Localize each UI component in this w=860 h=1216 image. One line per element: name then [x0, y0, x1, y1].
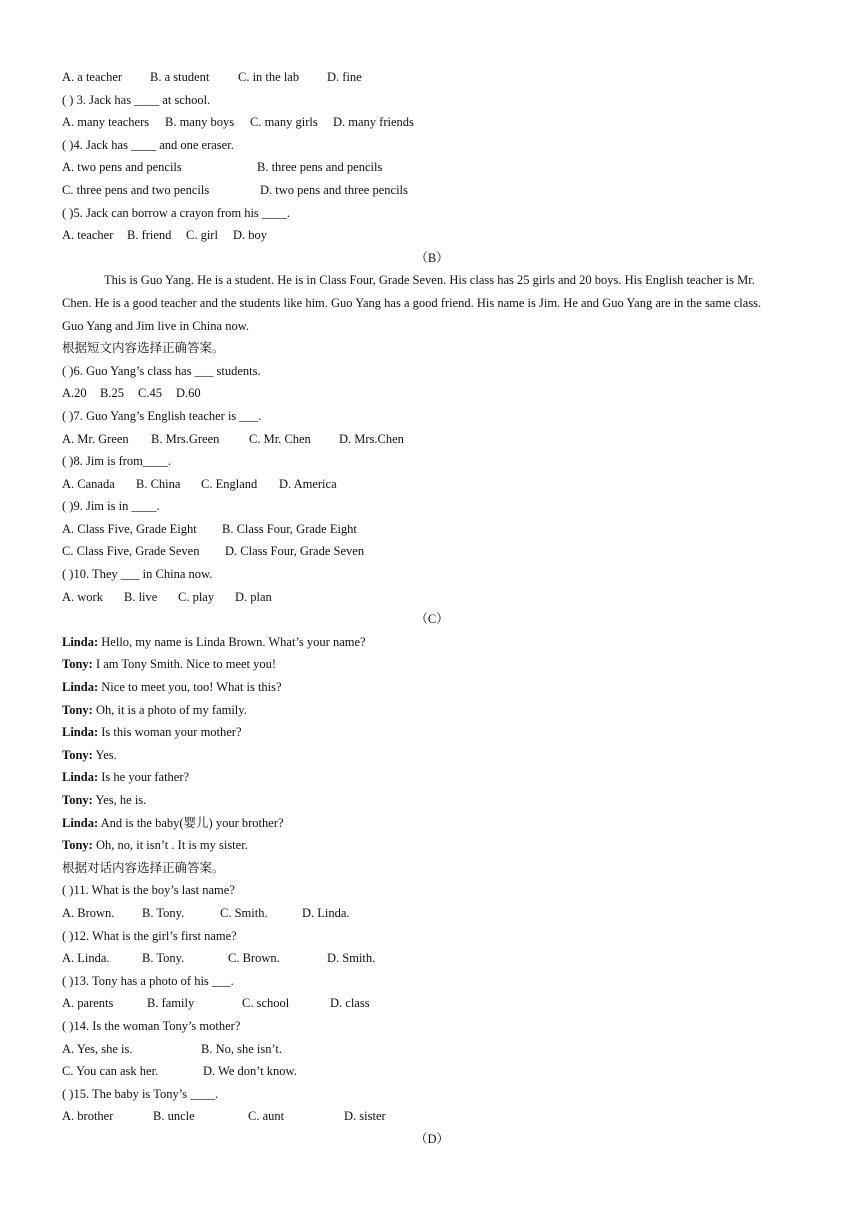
dialogue-line — [62, 721, 802, 744]
q9-options-row1 — [62, 518, 802, 541]
section-heading-b: （B） — [415, 250, 449, 265]
dialogue-line — [62, 631, 802, 654]
passage-line: Chen. He is a good teacher and the students like him. Guo Yang has a good friend. His name is Jim. He and Guo Yang are in the same class. — [62, 295, 762, 310]
dialogue-line — [62, 789, 802, 812]
q5-options — [62, 224, 802, 247]
utterance: Is he your father? — [98, 770, 190, 785]
question-11: ( )11. What is the boy’s last name? — [62, 883, 235, 898]
speaker: Tony: — [62, 838, 93, 853]
speaker: Tony: — [62, 793, 93, 807]
question-14: ( )14. Is the woman Tony’s mother? — [62, 1018, 241, 1033]
question-7: ( )7. Guo Yang’s English teacher is ___. — [62, 408, 262, 423]
option: C. Brown. — [228, 951, 280, 966]
option: B. a student — [150, 70, 210, 84]
option: D. boy — [233, 228, 268, 243]
question-5: ( )5. Jack can borrow a crayon from his ____. — [62, 205, 291, 220]
option: C. Class Five, Grade Seven — [62, 544, 200, 559]
option: B. No, she isn’t. — [201, 1041, 283, 1056]
speaker: Tony: — [62, 657, 93, 672]
option: C. school — [242, 996, 290, 1011]
option: A. Canada — [62, 476, 115, 491]
option: D. Smith. — [327, 951, 376, 966]
speaker: Tony: — [62, 702, 93, 717]
option: D. two pens and three pencils — [260, 182, 408, 197]
question-15: ( )15. The baby is Tony’s ____. — [62, 1086, 219, 1101]
option: A. brother — [62, 1109, 114, 1124]
option: C. Mr. Chen — [249, 431, 311, 446]
utterance: Yes, he is. — [92, 793, 147, 807]
option: D. Linda. — [302, 905, 350, 920]
dialogue-line — [62, 699, 802, 722]
option: A. Class Five, Grade Eight — [62, 521, 197, 536]
utterance: Oh, no, it isn’t . It is my sister. — [92, 838, 248, 853]
option: A. Brown. — [62, 905, 115, 920]
speaker: Linda: — [62, 815, 99, 830]
option: A. Yes, she is. — [62, 1041, 133, 1056]
question-13: ( )13. Tony has a photo of his ___. — [62, 973, 234, 988]
option: C. in the lab — [238, 70, 300, 84]
option: C. aunt — [248, 1109, 285, 1124]
option: B. friend — [127, 228, 172, 243]
utterance: Hello, my name is Linda Brown. What’s your name? — [98, 634, 366, 649]
option: B. Class Four, Grade Eight — [222, 521, 357, 536]
exam-page — [62, 66, 802, 1151]
q14-options-row2 — [62, 1060, 802, 1083]
utterance: I am Tony Smith. Nice to meet you! — [92, 657, 277, 672]
option: B. family — [147, 996, 195, 1011]
q15-options — [62, 1105, 802, 1128]
option: D. We don’t know. — [203, 1064, 297, 1079]
option: C. three pens and two pencils — [62, 182, 210, 197]
q14-options-row1 — [62, 1038, 802, 1061]
option: C. England — [201, 476, 258, 491]
option: B. many boys — [165, 115, 235, 130]
option: D. Class Four, Grade Seven — [225, 544, 365, 559]
option: A. teacher — [62, 228, 114, 243]
utterance: And is the baby(婴儿) your brother? — [98, 815, 284, 830]
option: A. work — [62, 589, 103, 604]
q8-options — [62, 473, 802, 496]
option: A. Mr. Green — [62, 431, 129, 446]
option: A. Linda. — [62, 951, 110, 966]
speaker: Tony: — [62, 747, 93, 762]
instruction-b: 根据短文内容选择正确答案。 — [62, 341, 225, 356]
speaker: Linda: — [62, 770, 99, 785]
option: B. Tony. — [142, 951, 185, 966]
passage-line: This is Guo Yang. He is a student. He is in Class Four, Grade Seven. His class has 25 girls and 20 boys. His English teacher is Mr. — [104, 273, 755, 288]
option: B.25 — [100, 386, 124, 401]
section-heading-c: （C） — [415, 612, 449, 627]
dialogue-line — [62, 744, 802, 767]
question-6: ( )6. Guo Yang’s class has ___ students. — [62, 363, 261, 378]
option: B. three pens and pencils — [257, 160, 383, 175]
question-12: ( )12. What is the girl’s first name? — [62, 928, 237, 943]
q4-options-row1 — [62, 156, 802, 179]
q7-options — [62, 428, 802, 451]
question-8: ( )8. Jim is from____. — [62, 454, 172, 469]
speaker: Linda: — [62, 634, 99, 649]
option: A. many teachers — [62, 115, 150, 130]
option: B. uncle — [153, 1109, 195, 1124]
option: A.20 — [62, 386, 87, 401]
option: C. girl — [186, 228, 218, 243]
option: C. Smith. — [220, 905, 268, 920]
q9-options-row2 — [62, 540, 802, 563]
question-10: ( )10. They ___ in China now. — [62, 567, 213, 582]
option: A. parents — [62, 996, 114, 1011]
option: D.60 — [176, 386, 201, 401]
q2-options — [62, 66, 802, 89]
option: D. sister — [344, 1109, 386, 1124]
q3-options — [62, 111, 802, 134]
option: D. America — [279, 476, 337, 491]
option: A. a teacher — [62, 70, 123, 84]
dialogue-line — [62, 834, 802, 857]
option: B. live — [124, 589, 158, 604]
instruction-c: 根据对话内容选择正确答案。 — [62, 860, 225, 875]
option: D. plan — [235, 589, 272, 604]
option: B. Mrs.Green — [151, 431, 220, 446]
option: C. play — [178, 589, 215, 604]
option: D. Mrs.Chen — [339, 431, 404, 446]
dialogue-line — [62, 766, 802, 789]
option: C.45 — [138, 386, 162, 401]
speaker: Linda: — [62, 680, 99, 695]
q10-options — [62, 586, 802, 609]
q11-options — [62, 902, 802, 925]
utterance: Yes. — [92, 747, 117, 762]
utterance: Oh, it is a photo of my family. — [92, 702, 247, 717]
q6-options — [62, 382, 802, 405]
question-4: ( )4. Jack has ____ and one eraser. — [62, 137, 234, 152]
utterance: Is this woman your mother? — [98, 725, 242, 740]
question-3: ( ) 3. Jack has ____ at school. — [62, 92, 211, 107]
q12-options — [62, 947, 802, 970]
option: D. many friends — [333, 115, 414, 130]
q4-options-row2 — [62, 179, 802, 202]
option: C. many girls — [250, 115, 318, 130]
option: B. China — [136, 476, 181, 491]
dialogue-line — [62, 653, 802, 676]
speaker: Linda: — [62, 725, 99, 740]
option: A. two pens and pencils — [62, 160, 182, 175]
utterance: Nice to meet you, too! What is this? — [98, 680, 282, 695]
section-heading-d: （D） — [414, 1131, 450, 1146]
dialogue-line — [62, 676, 802, 699]
dialogue-line — [62, 812, 802, 835]
question-9: ( )9. Jim is in ____. — [62, 499, 160, 514]
option: D. class — [330, 996, 370, 1011]
q13-options — [62, 992, 802, 1015]
passage-line: Guo Yang and Jim live in China now. — [62, 318, 250, 333]
option: B. Tony. — [142, 905, 185, 920]
option: C. You can ask her. — [62, 1064, 159, 1079]
option: D. fine — [327, 70, 362, 84]
